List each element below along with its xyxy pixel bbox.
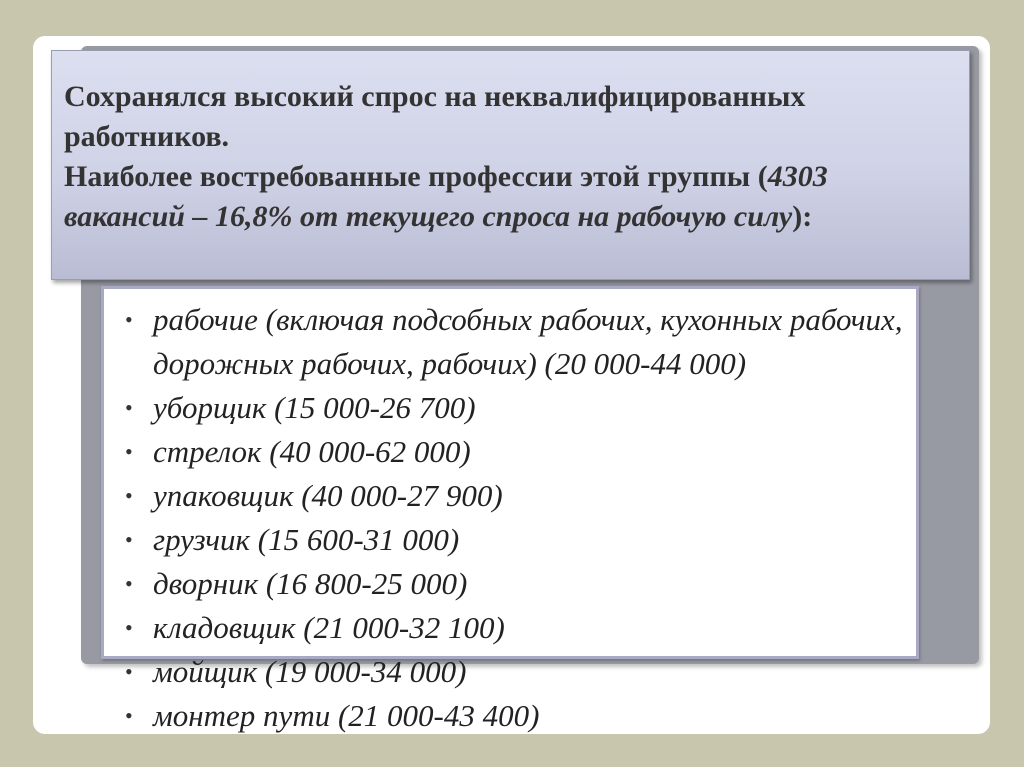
bullet-icon: • xyxy=(125,439,133,464)
list-item-text: упаковщик (40 000-27 900) xyxy=(153,478,503,513)
list-item-text: монтер пути (21 000-43 400) xyxy=(153,698,540,733)
list-item-text: кладовщик (21 000-32 100) xyxy=(153,610,505,645)
header-line-2: работников. xyxy=(64,120,230,153)
bullet-icon: • xyxy=(125,615,133,640)
list-item-text: стрелок (40 000-62 000) xyxy=(153,434,471,469)
bullet-icon: • xyxy=(125,571,133,596)
paren-close: ) xyxy=(792,200,803,233)
bullet-icon: • xyxy=(125,395,133,420)
bullet-icon: • xyxy=(125,307,133,332)
list-item xyxy=(123,694,923,734)
list-item-text: мойщик (19 000-34 000) xyxy=(153,654,467,689)
list-item-text: уборщик (15 000-26 700) xyxy=(153,390,476,425)
bullet-icon: • xyxy=(125,527,133,552)
vacancy-stats: 4303 вакансий – 16,8% от текущего спроса на рабочую силу xyxy=(64,160,828,233)
header-line-3: Наиболее востребованные профессии этой группы xyxy=(64,160,751,193)
paren-open: ( xyxy=(757,160,768,193)
list-item xyxy=(123,386,923,430)
list-item xyxy=(123,474,923,518)
list-item xyxy=(123,606,923,650)
list-item xyxy=(123,298,923,386)
list-item xyxy=(123,562,923,606)
list-item-text: дворник (16 800-25 000) xyxy=(153,566,468,601)
profession-list xyxy=(123,298,923,734)
bullet-icon: • xyxy=(125,703,133,728)
header-box xyxy=(51,50,970,280)
list-item-text: рабочие (включая подсобных рабочих, кухонных рабочих, дорожных рабочих, рабочих) (20 000-44 000) xyxy=(153,302,903,381)
slide xyxy=(33,36,990,734)
header-colon: : xyxy=(802,200,813,233)
list-item xyxy=(123,650,923,694)
list-item xyxy=(123,430,923,474)
bullet-icon: • xyxy=(125,483,133,508)
header-text xyxy=(64,77,954,237)
bullet-icon: • xyxy=(125,659,133,684)
header-line-1: Сохранялся высокий спрос на неквалифицированных xyxy=(64,80,806,113)
list-item xyxy=(123,518,923,562)
list-item-text: грузчик (15 600-31 000) xyxy=(153,522,460,557)
